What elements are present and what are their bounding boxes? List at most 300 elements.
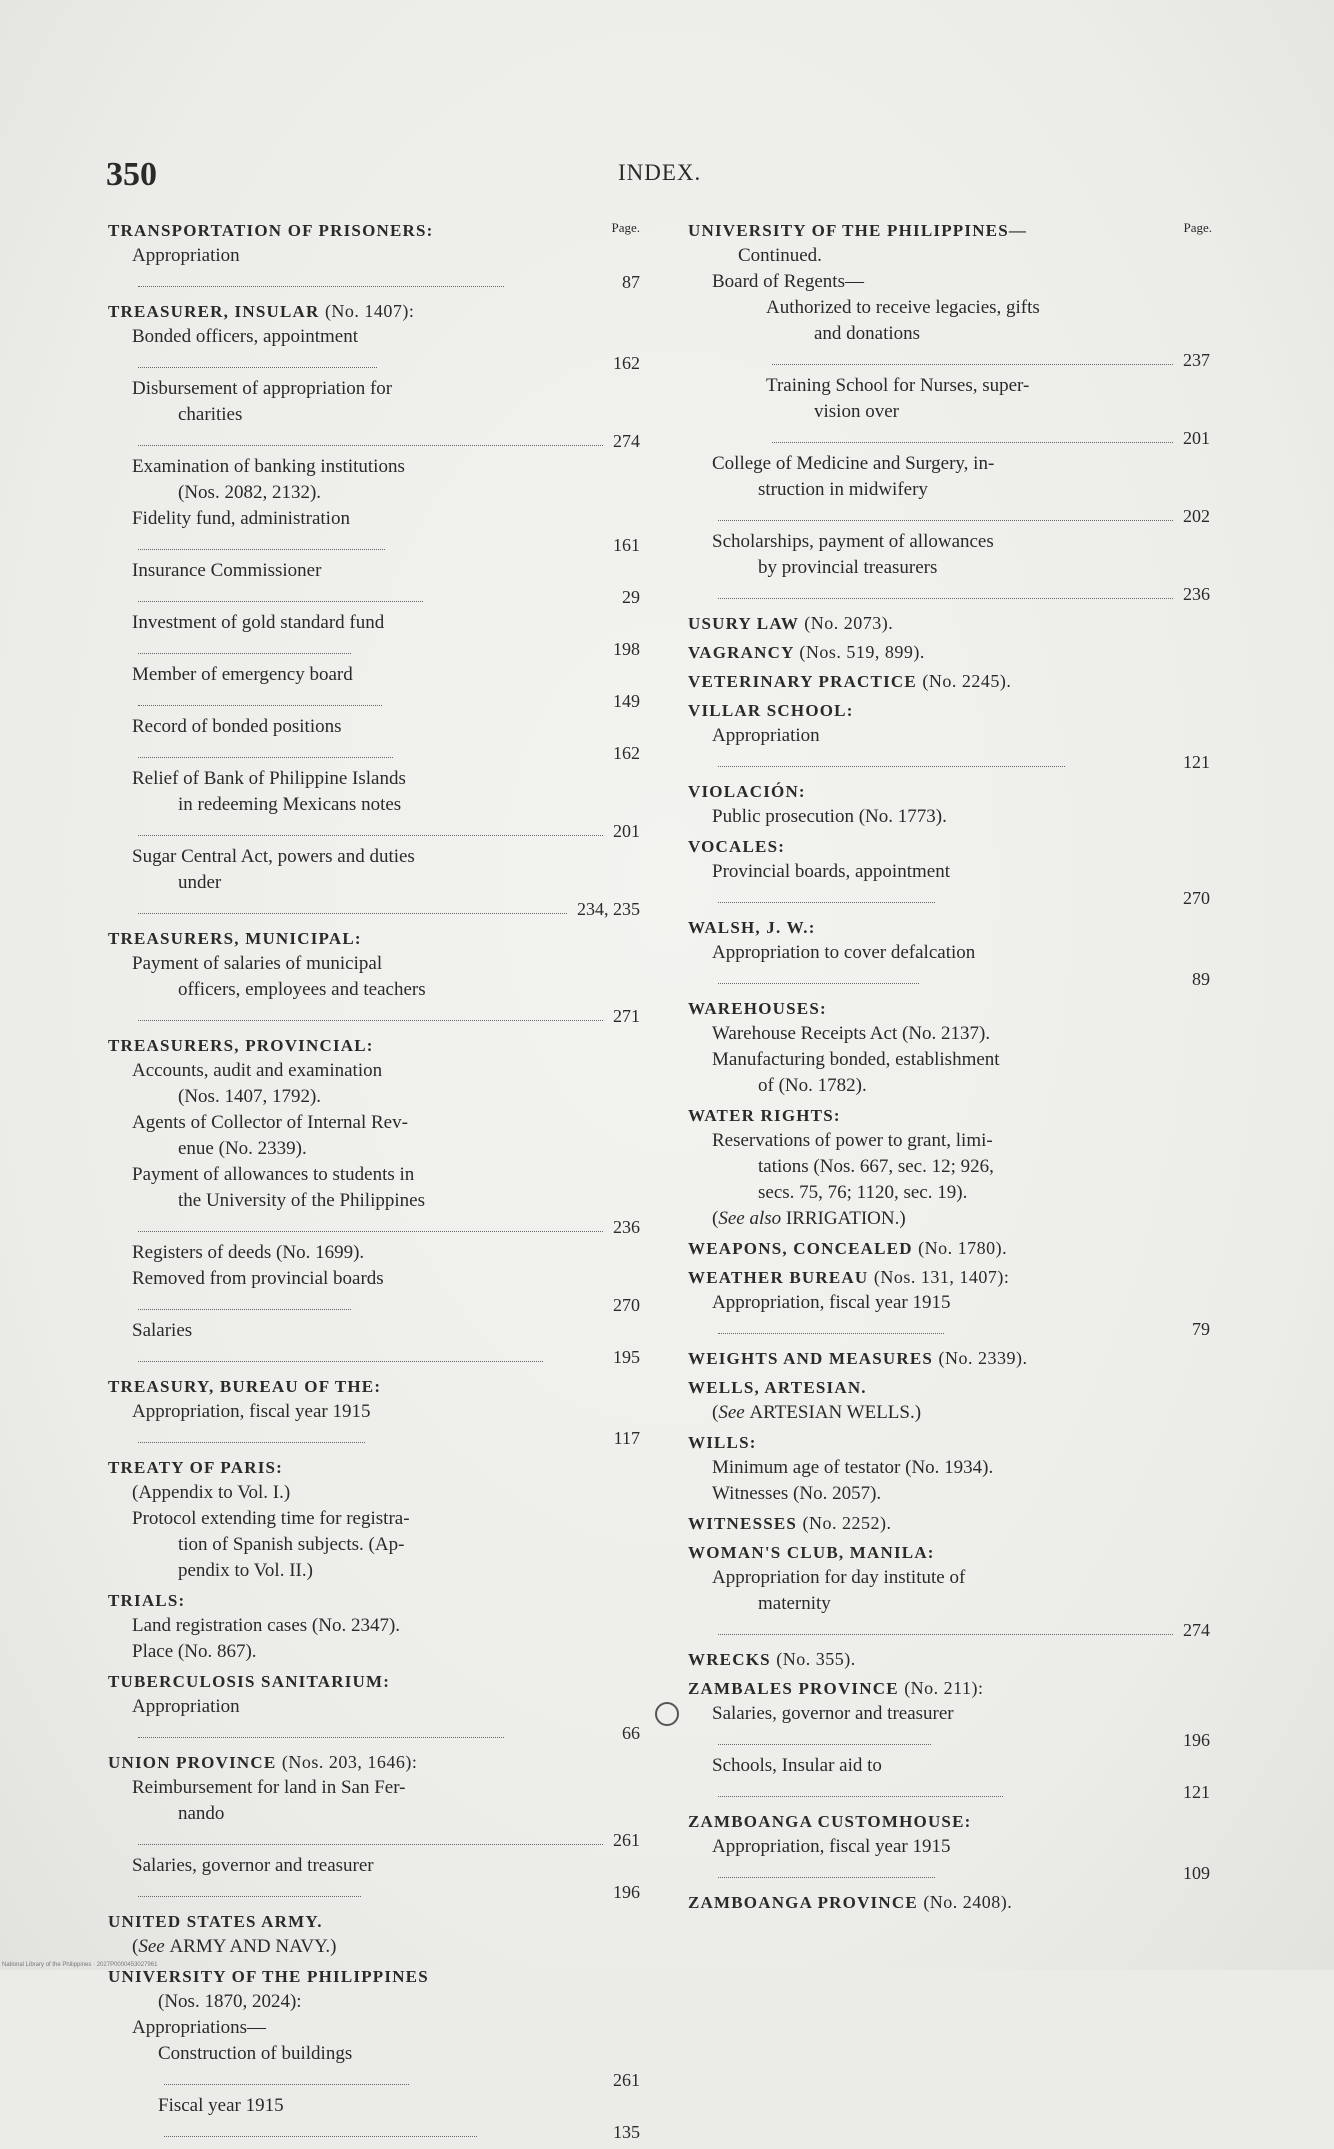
- dot-leader: [138, 652, 351, 654]
- dot-leader: [718, 1743, 931, 1745]
- subentry-text: Investment of gold standard fund: [132, 612, 385, 633]
- page-reference: 87: [622, 272, 640, 292]
- index-subentry: [108, 714, 640, 766]
- entry-heading: [688, 1375, 1210, 1400]
- subentry-text: Protocol extending time for registra-: [132, 1508, 410, 1529]
- page-reference: 261: [613, 1830, 640, 1850]
- heading-reference: (No. 2252).: [802, 1513, 892, 1533]
- heading-reference: (No. 1407):: [324, 301, 415, 321]
- entry-heading: [688, 779, 1210, 804]
- index-subentry: [108, 558, 640, 610]
- index-subentry: [108, 1318, 640, 1370]
- index-subentry: [108, 376, 640, 454]
- page-reference: 79: [1192, 1319, 1210, 1339]
- dot-leader: [138, 366, 377, 368]
- subentry-text: Removed from provincial boards: [132, 1268, 384, 1289]
- index-subentry: [108, 2041, 640, 2093]
- heading-text: TREASURERS, PROVINCIAL:: [108, 1036, 374, 1055]
- dot-leader: [164, 2083, 409, 2085]
- index-subentry: [688, 804, 1210, 830]
- page-reference: 121: [1183, 1782, 1210, 1802]
- subentry-continuation: tations (Nos. 667, sec. 12; 926,: [758, 1156, 994, 1177]
- index-entry: [688, 1676, 1210, 1805]
- page-reference: 117: [613, 1428, 640, 1448]
- subentry-text: Insurance Commissioner: [132, 560, 322, 581]
- subentry-text: Reimbursement for land in San Fer-: [132, 1777, 406, 1798]
- entry-heading: [108, 1909, 640, 1934]
- subentry-continuation: officers, employees and teachers: [178, 979, 426, 1000]
- subentry-text: Provincial boards, appointment: [712, 861, 950, 882]
- index-subentry: [688, 1565, 1210, 1643]
- subentry-text: Examination of banking institutions: [132, 456, 405, 477]
- entry-heading: [688, 834, 1210, 859]
- index-entry: [688, 1430, 1210, 1507]
- subentry-text: Board of Regents—: [712, 271, 864, 292]
- index-subentry: [108, 1613, 640, 1639]
- index-subentry: [108, 1989, 640, 2015]
- index-entry: [688, 640, 1210, 665]
- index-entry: [688, 1346, 1210, 1371]
- page-column-label: Page.: [611, 220, 640, 235]
- entry-heading: [108, 218, 640, 243]
- subentry-text: Warehouse Receipts Act (No. 2137).: [712, 1023, 991, 1044]
- heading-text: VILLAR SCHOOL:: [688, 701, 854, 720]
- subentry-continuation: pendix to Vol. II.): [178, 1560, 313, 1581]
- subentry-text: Training School for Nurses, super-: [766, 375, 1030, 396]
- dot-leader: [772, 441, 1173, 443]
- subentry-text: Member of emergency board: [132, 664, 353, 685]
- index-subentry: [108, 324, 640, 376]
- dot-leader: [138, 1736, 504, 1738]
- dot-leader: [718, 1633, 1173, 1635]
- entry-heading: [108, 926, 640, 951]
- index-entry: [688, 915, 1210, 992]
- subentry-text: Appropriations—: [132, 2017, 267, 2038]
- page-column-label: Page.: [1183, 220, 1212, 235]
- index-entry: [108, 1909, 640, 1960]
- subentry-text: Fiscal year 1915: [158, 2095, 284, 2116]
- dot-leader: [138, 704, 382, 706]
- entry-heading: [688, 1346, 1210, 1371]
- subentry-text: Sugar Central Act, powers and duties: [132, 846, 415, 867]
- page-reference: 234, 235: [577, 899, 640, 919]
- index-column-right: [688, 218, 1210, 1919]
- subentry-text: Salaries: [132, 1320, 193, 1341]
- subentry-text: Accounts, audit and examination: [132, 1060, 383, 1081]
- see-reference: See also: [718, 1208, 782, 1229]
- heading-text: USURY LAW: [688, 614, 799, 633]
- index-subentry: [108, 1058, 640, 1110]
- page-reference: 202: [1183, 506, 1210, 526]
- index-subentry: [688, 1481, 1210, 1507]
- subentry-text: Place (No. 867).: [132, 1641, 257, 1662]
- index-subentry: [688, 451, 1210, 529]
- index-entry: [108, 1669, 640, 1746]
- entry-heading: [108, 1033, 640, 1058]
- heading-text: UNIVERSITY OF THE PHILIPPINES: [108, 1967, 429, 1986]
- subentry-text: Scholarships, payment of allowances: [712, 531, 994, 552]
- page-reference: 196: [1183, 1730, 1210, 1750]
- subentry-text: Authorized to receive legacies, gifts: [766, 297, 1040, 318]
- entry-heading: [688, 915, 1210, 940]
- index-subentry: [688, 373, 1210, 451]
- heading-text: TREASURY, BUREAU OF THE:: [108, 1377, 382, 1396]
- subentry-text: College of Medicine and Surgery, in-: [712, 453, 995, 474]
- subentry-continuation: nando: [178, 1803, 225, 1824]
- entry-heading: [108, 1750, 640, 1775]
- subentry-text: Appropriation to cover defalcation: [712, 942, 976, 963]
- entry-heading: [688, 1890, 1210, 1915]
- heading-text: WATER RIGHTS:: [688, 1106, 841, 1125]
- index-subentry: (See ARMY AND NAVY.): [132, 1936, 337, 1957]
- subentry-continuation: maternity: [758, 1593, 831, 1614]
- entry-heading: [108, 299, 640, 324]
- index-subentry: [688, 1834, 1210, 1886]
- page-reference: 66: [622, 1723, 640, 1743]
- heading-reference: (No. 2339).: [938, 1348, 1028, 1368]
- page-reference: 261: [613, 2070, 640, 2090]
- index-subentry: [688, 723, 1210, 775]
- page-reference: 162: [613, 353, 640, 373]
- heading-text: TREASURER, INSULAR: [108, 302, 320, 321]
- heading-text: WRECKS: [688, 1650, 771, 1669]
- dot-leader: [718, 1332, 944, 1334]
- dot-leader: [718, 982, 919, 984]
- page-reference: 162: [613, 743, 640, 763]
- heading-text: WALSH, J. W.:: [688, 918, 816, 937]
- subentry-text: Agents of Collector of Internal Rev-: [132, 1112, 408, 1133]
- entry-heading: [688, 996, 1210, 1021]
- page-reference: 135: [613, 2122, 640, 2142]
- dot-leader: [718, 1876, 935, 1878]
- subentry-continuation: (Nos. 1407, 1792).: [178, 1086, 322, 1107]
- subentry-continuation: secs. 75, 76; 1120, sec. 19).: [758, 1182, 968, 1203]
- subentry-continuation: of (No. 1782).: [758, 1075, 867, 1096]
- entry-heading: [688, 1540, 1210, 1565]
- subentry-text: Relief of Bank of Philippine Islands: [132, 768, 406, 789]
- heading-text: ZAMBOANGA PROVINCE: [688, 1893, 918, 1912]
- index-subentry: [108, 454, 640, 506]
- page-reference: 195: [613, 1347, 640, 1367]
- page-reference: 274: [613, 431, 640, 451]
- subentry-text: Appropriation for day institute of: [712, 1567, 966, 1588]
- dot-leader: [718, 901, 935, 903]
- subentry-continuation: in redeeming Mexicans notes: [178, 794, 402, 815]
- dot-leader: [138, 1019, 603, 1021]
- dot-leader: [138, 912, 567, 914]
- index-subentry: [688, 859, 1210, 911]
- subentry-text: Witnesses (No. 2057).: [712, 1483, 882, 1504]
- subentry-text: Appropriation: [712, 725, 820, 746]
- index-entry: [688, 669, 1210, 694]
- index-subentry: [108, 610, 640, 662]
- index-subentry: [108, 2015, 640, 2041]
- circle-mark-icon: [655, 1702, 679, 1726]
- entry-heading: [688, 1103, 1210, 1128]
- index-entry: [108, 1750, 640, 1905]
- subentry-continuation: struction in midwifery: [758, 479, 928, 500]
- page-reference: 201: [1183, 428, 1210, 448]
- heading-reference: (Nos. 203, 1646):: [281, 1752, 418, 1772]
- page-reference: 237: [1183, 350, 1210, 370]
- index-entry: [688, 1647, 1210, 1672]
- dot-leader: [138, 1360, 543, 1362]
- dot-leader: [138, 285, 504, 287]
- index-subentry: [108, 1775, 640, 1853]
- subentry-text: Continued.: [738, 245, 822, 266]
- index-subentry: [688, 1753, 1210, 1805]
- subentry-text: Fidelity fund, administration: [132, 508, 350, 529]
- page-reference: 109: [1183, 1863, 1210, 1883]
- dot-leader: [164, 2135, 477, 2137]
- see-reference: See: [718, 1402, 745, 1423]
- entry-heading: [688, 1430, 1210, 1455]
- dot-leader: [718, 597, 1173, 599]
- heading-reference: (No. 2245).: [922, 671, 1012, 691]
- subentry-continuation: and donations: [814, 323, 921, 344]
- subentry-text: Land registration cases (No. 2347).: [132, 1615, 401, 1636]
- heading-reference: (No. 2073).: [804, 613, 894, 633]
- index-subentry: [108, 951, 640, 1029]
- index-entry: [688, 1540, 1210, 1643]
- heading-text: UNITED STATES ARMY.: [108, 1912, 323, 1931]
- subentry-text: ARTESIAN WELLS.): [749, 1402, 922, 1423]
- entry-heading: [688, 1265, 1210, 1290]
- heading-reference: (No. 211):: [904, 1678, 984, 1698]
- dot-leader: [138, 1230, 603, 1232]
- index-subentry: [108, 1853, 640, 1905]
- entry-heading: [688, 698, 1210, 723]
- page-reference: 198: [613, 639, 640, 659]
- page-reference: 161: [613, 535, 640, 555]
- dot-leader: [138, 756, 393, 758]
- heading-text: ZAMBALES PROVINCE: [688, 1679, 899, 1698]
- index-entry: [108, 1588, 640, 1665]
- page-reference: 236: [1183, 584, 1210, 604]
- subentry-text: Appropriation, fiscal year 1915: [712, 1292, 951, 1313]
- index-subentry: (See also IRRIGATION.): [712, 1208, 906, 1229]
- heading-text: UNIVERSITY OF THE PHILIPPINES—: [688, 221, 1028, 240]
- entry-heading: [108, 1455, 640, 1480]
- heading-reference: (No. 2408).: [923, 1892, 1013, 1912]
- page-reference: 121: [1183, 752, 1210, 772]
- dot-leader: [138, 600, 423, 602]
- see-reference: See: [138, 1936, 165, 1957]
- heading-text: VETERINARY PRACTICE: [688, 672, 917, 691]
- heading-text: TREASURERS, MUNICIPAL:: [108, 929, 362, 948]
- heading-text: TUBERCULOSIS SANITARIUM:: [108, 1672, 391, 1691]
- dot-leader: [138, 834, 603, 836]
- index-entry: [108, 926, 640, 1029]
- heading-text: TRIALS:: [108, 1591, 186, 1610]
- heading-text: WEIGHTS AND MEASURES: [688, 1349, 934, 1368]
- page-reference: 149: [613, 691, 640, 711]
- heading-text: WAREHOUSES:: [688, 999, 827, 1018]
- entry-heading: [688, 611, 1210, 636]
- index-subentry: [108, 2093, 640, 2145]
- subentry-text: Schools, Insular aid to: [712, 1755, 882, 1776]
- index-subentry: [688, 1021, 1210, 1047]
- subentry-text: Salaries, governor and treasurer: [712, 1703, 954, 1724]
- page-reference: 270: [613, 1295, 640, 1315]
- index-entry: [688, 1890, 1210, 1915]
- index-entry: [108, 1033, 640, 1370]
- index-subentry: [688, 295, 1210, 373]
- entry-heading: [108, 1669, 640, 1694]
- index-entry: [108, 299, 640, 922]
- index-entry: [688, 611, 1210, 636]
- dot-leader: [718, 1795, 1003, 1797]
- page-reference: 274: [1183, 1620, 1210, 1640]
- heading-reference: (Nos. 131, 1407):: [873, 1267, 1010, 1287]
- dot-leader: [138, 1441, 365, 1443]
- entry-heading: [688, 1809, 1210, 1834]
- index-entry: [688, 1809, 1210, 1886]
- index-subentry: [108, 1110, 640, 1162]
- entry-heading: [688, 1676, 1210, 1701]
- index-entry: [688, 1265, 1210, 1342]
- entry-heading: [688, 218, 1210, 243]
- heading-text: ZAMBOANGA CUSTOMHOUSE:: [688, 1812, 972, 1831]
- subentry-text: Salaries, governor and treasurer: [132, 1855, 374, 1876]
- entry-heading: [688, 1647, 1210, 1672]
- index-subentry: [108, 243, 640, 295]
- index-subentry: [688, 1128, 1210, 1206]
- subentry-continuation: charities: [178, 404, 243, 425]
- index-entry: [108, 1964, 640, 2145]
- index-entry: [688, 1103, 1210, 1232]
- entry-heading: [688, 640, 1210, 665]
- heading-text: WEAPONS, CONCEALED: [688, 1239, 913, 1258]
- index-subentry: [108, 1694, 640, 1746]
- index-entry: [688, 834, 1210, 911]
- index-entry: [688, 1236, 1210, 1261]
- index-subentry: [108, 1266, 640, 1318]
- index-subentry: [108, 1506, 640, 1584]
- index-entry: [108, 218, 640, 295]
- dot-leader: [138, 1843, 603, 1845]
- dot-leader: [138, 1308, 351, 1310]
- heading-text: WEATHER BUREAU: [688, 1268, 869, 1287]
- subentry-continuation: under: [178, 872, 222, 893]
- subentry-text: Public prosecution (No. 1773).: [712, 806, 947, 827]
- subentry-text: Reservations of power to grant, limi-: [712, 1130, 993, 1151]
- subentry-text: ARMY AND NAVY.): [169, 1936, 337, 1957]
- page-reference: 196: [613, 1882, 640, 1902]
- subentry-text: IRRIGATION.): [785, 1208, 906, 1229]
- index-subentry: (See ARTESIAN WELLS.): [712, 1402, 922, 1423]
- heading-reference: (Nos. 519, 899).: [799, 642, 925, 662]
- entry-heading: [108, 1588, 640, 1613]
- subentry-text: Record of bonded positions: [132, 716, 342, 737]
- page-number: 350: [106, 156, 157, 193]
- index-column-left: [108, 218, 640, 2149]
- library-footer: National Library of the Philippines · 2027P0000453027961: [2, 1962, 158, 1968]
- subentry-text: Appropriation: [132, 1696, 240, 1717]
- page-reference: 89: [1192, 969, 1210, 989]
- page-reference: 201: [613, 821, 640, 841]
- dot-leader: [138, 1895, 361, 1897]
- heading-text: TREATY OF PARIS:: [108, 1458, 284, 1477]
- index-entry: [688, 779, 1210, 830]
- index-subentry: [688, 243, 1210, 269]
- subentry-text: Appropriation, fiscal year 1915: [132, 1401, 371, 1422]
- index-subentry: [688, 529, 1210, 607]
- entry-heading: [688, 669, 1210, 694]
- dot-leader: [138, 444, 603, 446]
- subentry-text: Disbursement of appropriation for: [132, 378, 393, 399]
- index-subentry: [688, 1455, 1210, 1481]
- index-entry: [688, 218, 1210, 607]
- index-entry: [108, 1374, 640, 1451]
- subentry-text: Payment of allowances to students in: [132, 1164, 415, 1185]
- heading-text: WITNESSES: [688, 1514, 798, 1533]
- index-entry: [688, 1511, 1210, 1536]
- subentry-text: (Nos. 1870, 2024):: [158, 1991, 302, 2012]
- index-entry: [108, 1455, 640, 1584]
- page-reference: 236: [613, 1217, 640, 1237]
- page-title: INDEX.: [618, 160, 702, 185]
- index-subentry: [108, 1399, 640, 1451]
- index-subentry: [108, 1480, 640, 1506]
- heading-text: WILLS:: [688, 1433, 757, 1452]
- index-subentry: [108, 506, 640, 558]
- index-subentry: [108, 844, 640, 922]
- index-subentry: [688, 940, 1210, 992]
- subentry-text: Construction of buildings: [158, 2043, 353, 2064]
- subentry-text: Bonded officers, appointment: [132, 326, 359, 347]
- heading-text: WOMAN'S CLUB, MANILA:: [688, 1543, 935, 1562]
- heading-text: UNION PROVINCE: [108, 1753, 277, 1772]
- entry-heading: [688, 1511, 1210, 1536]
- heading-text: WELLS, ARTESIAN.: [688, 1378, 867, 1397]
- index-subentry: [688, 1701, 1210, 1753]
- dot-leader: [772, 363, 1173, 365]
- entry-heading: [108, 1964, 640, 1989]
- index-subentry: [108, 662, 640, 714]
- subentry-text: Minimum age of testator (No. 1934).: [712, 1457, 994, 1478]
- heading-text: TRANSPORTATION OF PRISONERS:: [108, 221, 434, 240]
- index-subentry: [688, 269, 1210, 295]
- subentry-continuation: the University of the Philippines: [178, 1190, 425, 1211]
- subentry-text: Appropriation, fiscal year 1915: [712, 1836, 951, 1857]
- index-entry: [688, 1375, 1210, 1426]
- page-reference: 270: [1183, 888, 1210, 908]
- index-subentry: [108, 766, 640, 844]
- heading-text: VIOLACIÓN:: [688, 782, 806, 801]
- subentry-continuation: vision over: [814, 401, 899, 422]
- subentry-text: Manufacturing bonded, establishment: [712, 1049, 1000, 1070]
- subentry-continuation: (Nos. 2082, 2132).: [178, 482, 322, 503]
- subentry-text: Registers of deeds (No. 1699).: [132, 1242, 365, 1263]
- index-subentry: [688, 1290, 1210, 1342]
- entry-heading: [688, 1236, 1210, 1261]
- index-subentry: [108, 1639, 640, 1665]
- heading-text: VAGRANCY: [688, 643, 794, 662]
- heading-reference: (No. 355).: [776, 1649, 856, 1669]
- heading-reference: (No. 1780).: [918, 1238, 1008, 1258]
- index-entry: [688, 996, 1210, 1099]
- page-reference: 29: [622, 587, 640, 607]
- dot-leader: [138, 548, 385, 550]
- index-subentry: [688, 1047, 1210, 1099]
- subentry-text: Payment of salaries of municipal: [132, 953, 383, 974]
- entry-heading: [108, 1374, 640, 1399]
- index-entry: [688, 698, 1210, 775]
- subentry-continuation: tion of Spanish subjects. (Ap-: [178, 1534, 405, 1555]
- subentry-continuation: enue (No. 2339).: [178, 1138, 307, 1159]
- page-reference: 271: [613, 1006, 640, 1026]
